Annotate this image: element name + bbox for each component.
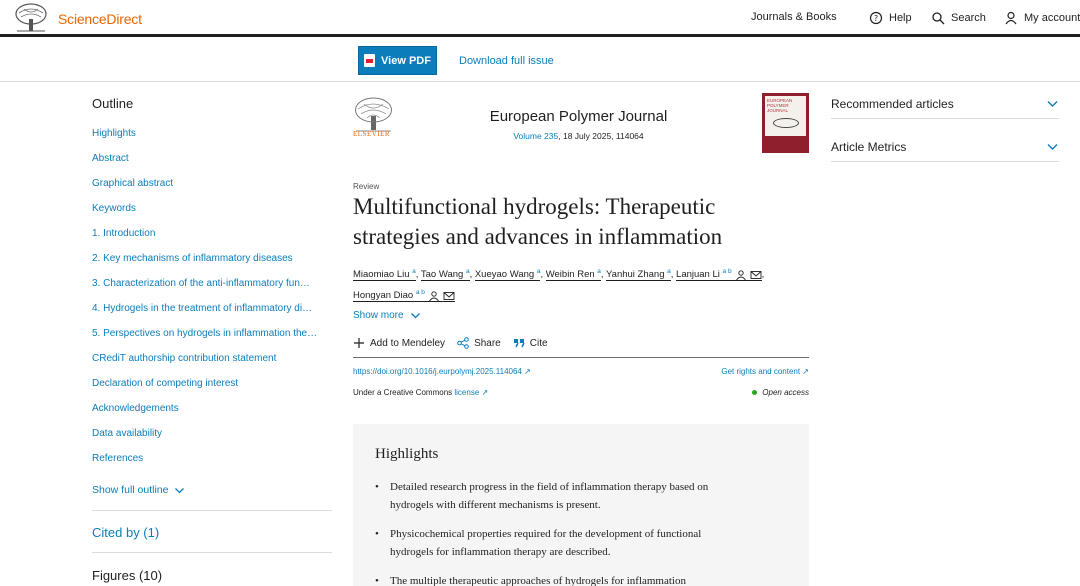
help-link[interactable]: [869, 11, 912, 25]
my-account-link[interactable]: [1004, 11, 1080, 25]
outline-item-data-availability[interactable]: Data availability: [92, 428, 163, 439]
my-account-label: My account: [1024, 12, 1080, 24]
outline-item-graphical-abstract[interactable]: Graphical abstract: [92, 178, 174, 189]
pdf-icon: [364, 54, 375, 67]
author-affiliation: a: [597, 268, 601, 275]
cover-title: EUROPEAN POLYMER JOURNAL: [767, 98, 793, 113]
view-pdf-button[interactable]: [358, 46, 437, 75]
cover-graphic: [773, 118, 799, 128]
get-rights-label: Get rights and content: [721, 367, 801, 376]
author-profile-icon: [735, 270, 747, 280]
author-name: Hongyan Diao: [353, 290, 414, 302]
author-link[interactable]: [606, 269, 671, 281]
external-link-icon: ↗: [802, 367, 809, 376]
doi-label: https://doi.org/10.1016/j.eurpolymj.2025.114064: [353, 367, 522, 376]
highlights-list: [375, 478, 735, 586]
show-more-button[interactable]: [353, 310, 421, 321]
open-access-dot-icon: [752, 390, 757, 395]
outline-title: Outline: [92, 96, 134, 111]
article-metrics-toggle[interactable]: [831, 132, 1059, 162]
show-full-outline-label: Show full outline: [92, 484, 169, 496]
elsevier-wordmark: ELSEVIER: [353, 130, 391, 138]
list-item: • Physicochemical properties required for the development of functional hydrogels for inflammation therapy are described.: [375, 525, 735, 561]
quote-icon: [513, 337, 525, 349]
outline-item-declaration[interactable]: Declaration of competing interest: [92, 378, 239, 389]
download-full-issue-link[interactable]: Download full issue: [459, 55, 554, 67]
highlights-section: [353, 424, 809, 586]
show-more-label: Show more: [353, 310, 404, 321]
outline-item-characterization[interactable]: 3. Characterization of the anti-inflammatory fun…: [92, 278, 310, 289]
author-affiliation: a: [536, 268, 541, 275]
external-link-icon: ↗: [524, 367, 531, 376]
author-link[interactable]: [421, 269, 470, 281]
author-name: Lanjuan Li: [676, 269, 720, 281]
email-icon: [750, 270, 762, 280]
author-link[interactable]: [676, 269, 762, 281]
license-link[interactable]: [454, 388, 488, 397]
license-statement: [353, 388, 488, 397]
article-metrics-label: Article Metrics: [831, 139, 907, 154]
journals-books-label: Journals & Books: [751, 11, 837, 23]
outline-item-hydrogels-treatment[interactable]: 4. Hydrogels in the treatment of inflammatory di…: [92, 303, 313, 314]
search-label: Search: [951, 12, 986, 24]
author-affiliation: a b: [415, 289, 425, 297]
show-full-outline-button[interactable]: [92, 484, 185, 496]
list-item: • The multiple therapeutic approaches of hydrogels for inflammation: [375, 572, 735, 586]
outline-item-key-mechanisms[interactable]: 2. Key mechanisms of inflammatory diseases: [92, 253, 293, 264]
outline-item-perspectives[interactable]: 5. Perspectives on hydrogels in inflammation the…: [92, 328, 318, 339]
cover-inner: [765, 96, 806, 136]
journal-cover-image[interactable]: [762, 93, 809, 153]
journal-name-link[interactable]: European Polymer Journal: [489, 108, 668, 125]
recommended-articles-toggle[interactable]: [831, 89, 1059, 119]
figures-link[interactable]: Figures (10): [92, 568, 163, 583]
help-label: Help: [889, 12, 912, 24]
outline-item-highlights[interactable]: Highlights: [92, 128, 136, 139]
article-actions: [353, 337, 548, 349]
cite-button[interactable]: [513, 337, 548, 349]
outline-divider: [92, 510, 332, 511]
author-affiliation: a: [465, 268, 470, 275]
chevron-down-icon: [1046, 140, 1059, 153]
author-affiliation: a b: [722, 268, 732, 275]
search-link[interactable]: [931, 11, 986, 25]
open-access-label: Open access: [762, 388, 809, 397]
author-name: Yanhui Zhang: [606, 269, 665, 281]
add-to-mendeley-label: Add to Mendeley: [370, 337, 446, 349]
article-title: Multifunctional hydrogels: Therapeutic strategies and advances in inflammation: [353, 194, 723, 249]
external-link-icon: ↗: [481, 388, 489, 397]
help-icon: [869, 11, 883, 25]
list-item: • Detailed research progress in the field of inflammation therapy based on hydrogels with different mechanisms is present.: [375, 478, 735, 514]
share-label: Share: [474, 337, 501, 349]
chevron-down-icon: [410, 310, 421, 321]
license-prefix: Under a Creative Commons: [353, 388, 455, 397]
cited-by-link[interactable]: Cited by (1): [92, 525, 160, 540]
author-name: Miaomiao Liu: [353, 269, 410, 281]
author-affiliation: a: [667, 268, 671, 275]
author-profile-icon: [428, 291, 440, 301]
actions-divider: [353, 357, 809, 358]
pdf-toolbar: [0, 40, 1080, 82]
cite-label: Cite: [529, 337, 548, 349]
author-affiliation: a: [412, 268, 416, 275]
doi-link[interactable]: [353, 367, 531, 376]
outline-item-credit[interactable]: CRediT authorship contribution statement: [92, 353, 277, 364]
outline-item-references[interactable]: References: [92, 453, 144, 464]
outline-item-keywords[interactable]: Keywords: [92, 203, 136, 214]
journals-books-link[interactable]: [751, 11, 837, 23]
recommended-articles-label: Recommended articles: [831, 96, 954, 111]
highlights-title: Highlights: [375, 446, 439, 462]
svg-text:?: ?: [873, 14, 879, 23]
outline-item-introduction[interactable]: 1. Introduction: [92, 228, 156, 239]
volume-link[interactable]: Volume 235: [513, 131, 559, 141]
get-rights-link[interactable]: [721, 367, 809, 376]
outline-item-abstract[interactable]: Abstract: [92, 153, 129, 164]
author-link[interactable]: [475, 269, 541, 281]
share-button[interactable]: [457, 337, 501, 349]
cited-by-divider: [92, 552, 332, 553]
author-link[interactable]: [353, 269, 416, 281]
author-name: Xueyao Wang: [474, 269, 535, 281]
author-name: Weibin Ren: [545, 269, 595, 281]
author-name: Tao Wang: [420, 269, 464, 281]
top-header: [0, 0, 1080, 37]
view-pdf-label: View PDF: [381, 54, 431, 67]
search-icon: [931, 11, 945, 25]
article-type: Review: [353, 182, 380, 191]
open-access-badge: [752, 388, 809, 397]
email-icon: [443, 291, 455, 301]
share-icon: [457, 337, 469, 349]
journal-volume-info: [440, 131, 717, 141]
author-list: Miaomiao Liu $^a$, Tao Wang $^a$, Xueyao Wang $^a$, Weibin Ren $^a$, Yanhui Zhang $^a$, Lanjuan Li $^{a b}$ , Hongyan Diao $^{a b}$: [353, 268, 765, 302]
outline-list: [92, 128, 317, 478]
issue-date-pages: , 18 July 2025, 114064: [558, 131, 644, 141]
chevron-down-icon: [174, 485, 185, 496]
license-label: license: [454, 388, 480, 397]
elsevier-tree-logo-icon[interactable]: [14, 3, 48, 33]
sciencedirect-brand-link[interactable]: ScienceDirect: [58, 11, 142, 27]
add-to-mendeley-button[interactable]: [353, 337, 445, 349]
plus-icon: [353, 337, 365, 349]
author-link[interactable]: [546, 269, 601, 281]
person-icon: [1004, 11, 1018, 25]
chevron-down-icon: [1046, 97, 1059, 110]
outline-item-acknowledgements[interactable]: Acknowledgements: [92, 403, 179, 414]
author-link[interactable]: [353, 290, 455, 302]
